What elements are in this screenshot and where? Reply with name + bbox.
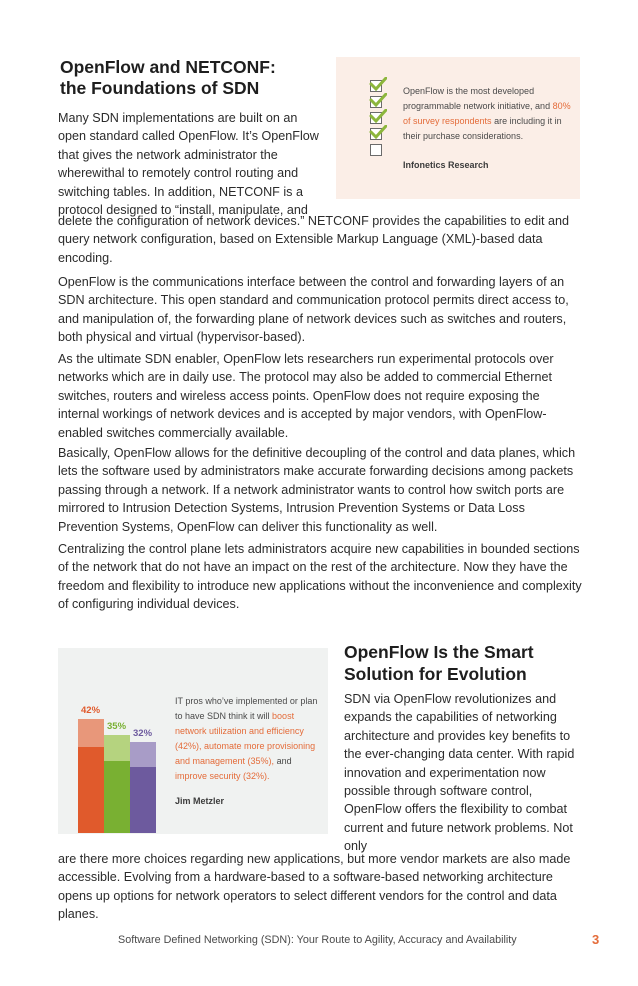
checkmark-icon [369,109,387,123]
stat-highlight-utilization: boost network utilization and efficiency (42%), [175,711,304,751]
stat-bar [130,767,156,833]
section-title-line1: OpenFlow and NETCONF: [60,57,276,77]
paragraph-5: Centralizing the control plane lets administrators acquire new capabilities in bounded sections of the network that do not have an impact on the rest of the architecture. Now they have the freedom and flexibility to introduce new applications without the inconvenience and complexity of configuring individual devices. [58,542,582,612]
checkbox-icon [370,144,382,156]
section-title-smart-solution [344,641,574,685]
checkmark-icon [369,93,387,107]
stat-bar-cap [130,742,156,767]
stat-bar-label: 32% [133,728,153,739]
stat-bar-label: 35% [107,721,127,733]
stat-text [175,694,325,784]
stat-bar [104,761,130,833]
checkmark-icon [369,125,387,139]
section2-title-line2: Solution for Evolution [344,664,527,684]
section2-paragraph-wrapped: SDN via OpenFlow revolutionizes and expands the capabilities of networking architecture and provides key benefits to the ever-changing data center. With rapid innovation and experimentation now possible through software control, OpenFlow offers the flexibility to combat current and future network problems. Not only [344,692,575,854]
section2-paragraph-continued: are there more choices regarding new applications, but more vendor markets are also made accessible. Evolving from a hardware-based to a software-based networking architecture opens up options for network operators to select different vendors for the control and data planes. [58,852,571,922]
paragraph-4: Basically, OpenFlow allows for the definitive decoupling of the control and data planes, which lets the software used by administrators make accurate forwarding decisions among packets passing through a network. If a network administrator wants to control how switch ports are mirrored to Intrusion Detection Systems, Intrusion Prevention Systems or Data Loss Prevention Systems, OpenFlow can deliver this functionality as well. [58,446,576,534]
stat-highlight-security: improve security (32%). [175,771,270,781]
paragraph-1-continued: delete the configuration of network devices.” NETCONF provides the capabilities to edit and query network configuration, based on Extensible Markup Language (XML)-based data encoding. [58,214,570,265]
section-title-line2: the Foundations of SDN [60,78,260,98]
quote-text-part2: are including it in their purchase considerations. [403,116,562,141]
stat-highlight-automation: automate more provisioning and management (35%), [175,741,316,766]
quote-text [403,84,575,144]
stat-bar [78,747,104,833]
quote-text-part1: OpenFlow is the most developed programmable network initiative, and [403,86,553,111]
section-title-openflow-netconf [60,57,330,99]
stat-bar-cap [78,719,104,747]
checkmark-icon [369,77,387,91]
stat-text-intro: IT pros who’ve implemented or plan to have SDN think it will [175,696,318,721]
paragraph-2: OpenFlow is the communications interface between the control and forwarding layers of an SDN architecture. This open standard and communication protocol permits direct access to, and manipulation of, the forwarding plane of network devices such as switches and routers, both physical and virtual (hypervisor-based). [58,275,569,345]
section2-title-line1: OpenFlow Is the Smart [344,642,534,662]
footer-title: Software Defined Networking (SDN): Your Route to Agility, Accuracy and Availability [118,934,517,946]
quote-highlight: 80% of survey respondents [403,101,571,126]
stat-bar-label: 42% [81,705,101,716]
paragraph-3: As the ultimate SDN enabler, OpenFlow lets researchers run experimental protocols over networks which are in daily use. The protocol may also be added to commercial Ethernet switches, routers and wireless access points. OpenFlow does not require exposing the internal workings of network devices and is accepted by major vendors, with OpenFlow-enabled switches commercially available. [58,352,554,440]
page-number: 3 [592,932,600,947]
stat-text-mid: and [274,756,292,766]
stat-bar-cap [104,735,130,761]
quote-source: Infonetics Research [403,160,489,170]
stat-source: Jim Metzler [175,796,225,806]
paragraph-1-wrapped: Many SDN implementations are built on an open standard called OpenFlow. It’s OpenFlow that gives the network administrator the wherewithal to remotely control routing and switching tables. In addition, NETCONF is a protocol designed to “install, manipulate, and [58,111,319,218]
